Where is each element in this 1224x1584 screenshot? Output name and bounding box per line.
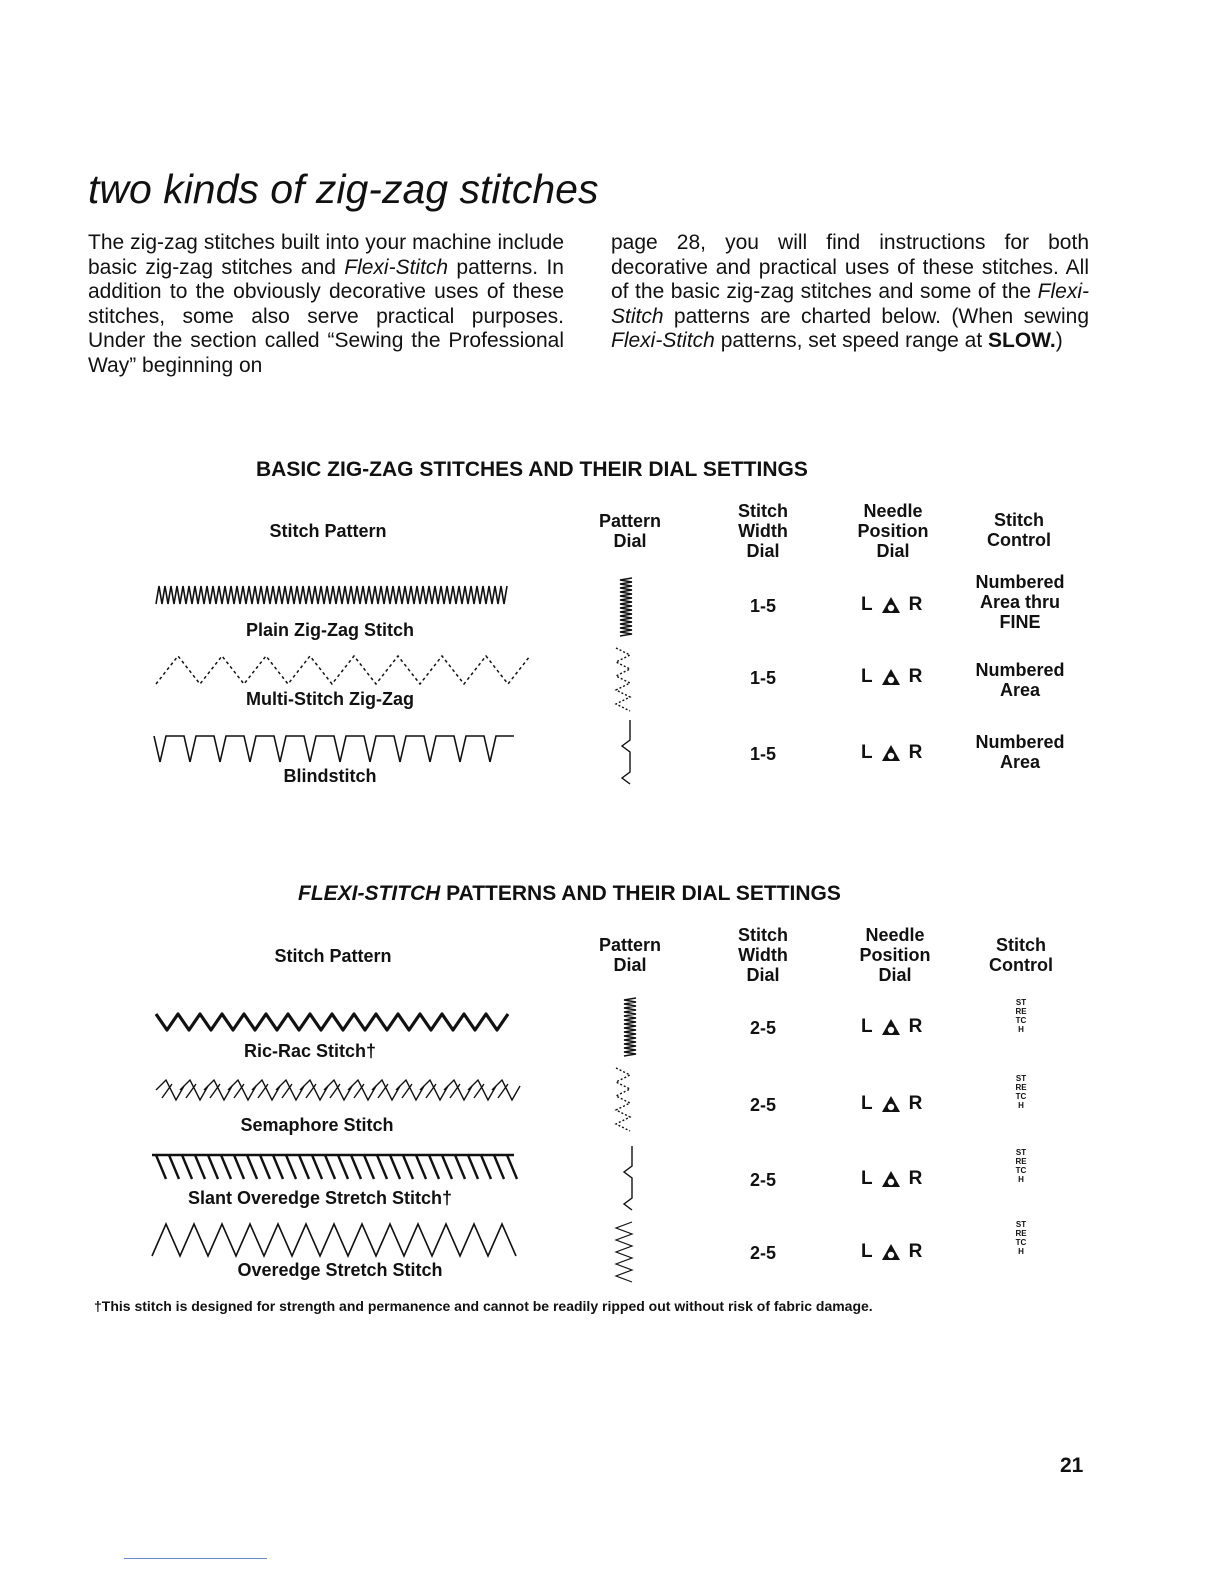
dial-semaphore-icon — [614, 1068, 632, 1130]
header-line: Stitch — [993, 510, 1044, 530]
flexi-header-dial — [580, 935, 680, 975]
stitch-name: Multi-Stitch Zig-Zag — [246, 689, 414, 709]
basic-header-needle — [843, 501, 943, 561]
header-line: Stitch — [737, 501, 788, 521]
needle-position — [861, 1093, 922, 1115]
control-line: Area — [999, 680, 1041, 700]
page-title: two kinds of zig-zag stitches — [88, 166, 599, 212]
dial-overedge-stretch-icon — [614, 1222, 634, 1284]
flexi-table-heading — [298, 882, 841, 906]
needle-left: L — [861, 1168, 873, 1189]
overedge-stretch-pattern-icon — [152, 1222, 524, 1258]
header-line: Needle — [863, 501, 923, 521]
dial-blindstitch-icon — [620, 720, 640, 786]
intro-text: patterns. In addition to the obviously decorative uses of these stitches, some also serve practical purposes. Under the section called “Sewing the Professional Way” beginning on — [88, 255, 564, 377]
header-line: Position — [859, 945, 931, 965]
header-line: Stitch — [995, 935, 1046, 955]
intro-text: patterns, set speed range at — [714, 329, 989, 352]
stitch-name: Blindstitch — [283, 766, 377, 786]
blindstitch-pattern-icon — [154, 734, 514, 764]
header-line: Pattern — [598, 935, 661, 955]
intro-text: patterns are charted below. (When sewing — [663, 304, 1089, 328]
ric-rac-pattern-icon — [156, 1010, 510, 1034]
stitch-width: 1-5 — [749, 668, 776, 688]
header-line: Dial — [746, 541, 780, 561]
stitch-name: Semaphore Stitch — [240, 1115, 394, 1135]
header-line: Width — [738, 945, 788, 965]
needle-position — [861, 1168, 922, 1190]
needle-center-triangle-icon — [881, 1170, 901, 1188]
needle-center-triangle-icon — [881, 1095, 901, 1113]
flexi-header-control — [971, 935, 1071, 975]
needle-position — [861, 742, 922, 764]
intro-left-column — [88, 231, 564, 378]
dial-ric-rac-icon — [622, 998, 636, 1058]
control-line: Area — [999, 752, 1041, 772]
header-line: Pattern — [598, 511, 661, 531]
needle-left: L — [861, 1241, 873, 1262]
dial-slant-overedge-icon — [622, 1146, 640, 1210]
header-line: Dial — [613, 955, 647, 975]
basic-header-dial — [580, 511, 680, 551]
header-line: Control — [987, 530, 1051, 550]
footnote: †This stitch is designed for strength and permanence and cannot be readily ripped out without risk of fabric damage. — [94, 1298, 873, 1314]
header-line: Dial — [878, 965, 912, 985]
needle-center-triangle-icon — [881, 1243, 901, 1261]
stitch-control — [964, 572, 1076, 632]
header-line: Dial — [746, 965, 780, 985]
stitch-width: 2-5 — [749, 1170, 776, 1190]
stitch-control-stretch: STRETCH — [1015, 1220, 1027, 1256]
bottom-rule — [124, 1558, 267, 1559]
intro-text: The zig-zag stitches built into your machine include basic zig-zag stitches and — [88, 231, 564, 279]
flexi-header-width — [713, 925, 813, 985]
stitch-name: Slant Overedge Stretch Stitch† — [187, 1188, 453, 1208]
intro-italic: Flexi-Stitch — [611, 329, 715, 352]
intro-text: page 28, you will find instructions for both decorative and practical uses of these stitches. All of the basic zig-zag stitches and some of the — [611, 231, 1089, 303]
stitch-name: Ric-Rac Stitch† — [243, 1041, 377, 1061]
stitch-control-stretch: STRETCH — [1015, 998, 1027, 1034]
control-line: Numbered — [975, 660, 1065, 680]
header-line: Dial — [613, 531, 647, 551]
flexi-header-pattern: Stitch Pattern — [274, 946, 392, 966]
basic-header-width — [713, 501, 813, 561]
stitch-control — [964, 660, 1076, 700]
heading-rest: PATTERNS AND THEIR DIAL SETTINGS — [440, 882, 841, 905]
stitch-name: Overedge Stretch Stitch — [237, 1260, 443, 1280]
needle-position — [861, 594, 922, 616]
needle-left: L — [861, 594, 873, 615]
semaphore-pattern-icon — [156, 1076, 510, 1104]
basic-table-heading: BASIC ZIG-ZAG STITCHES AND THEIR DIAL SETTINGS — [256, 458, 808, 481]
intro-italic: Flexi-Stitch — [611, 280, 1089, 328]
needle-left: L — [861, 1093, 873, 1114]
needle-left: L — [861, 666, 873, 687]
dial-multi-zigzag-icon — [614, 648, 632, 708]
header-line: Width — [738, 521, 788, 541]
needle-position — [861, 666, 922, 688]
needle-left: L — [861, 1016, 873, 1037]
stitch-width: 1-5 — [749, 596, 776, 616]
intro-text: ) — [1055, 329, 1063, 352]
header-line: Stitch — [737, 925, 788, 945]
control-line: Numbered — [975, 572, 1065, 592]
stitch-width: 2-5 — [749, 1095, 776, 1115]
needle-right: R — [908, 1093, 923, 1114]
stitch-width: 1-5 — [749, 744, 776, 764]
stitch-control-stretch: STRETCH — [1015, 1148, 1027, 1184]
stitch-name: Plain Zig-Zag Stitch — [245, 620, 414, 640]
intro-italic: Flexi-Stitch — [344, 255, 449, 279]
basic-header-pattern: Stitch Pattern — [269, 521, 387, 541]
slant-overedge-pattern-icon — [152, 1152, 516, 1182]
header-line: Needle — [865, 925, 925, 945]
needle-right: R — [908, 666, 923, 687]
control-line: Numbered — [975, 732, 1065, 752]
stitch-width: 2-5 — [749, 1243, 776, 1263]
heading-italic: FLEXI-STITCH — [298, 882, 441, 905]
header-line: Dial — [876, 541, 910, 561]
needle-right: R — [908, 1016, 923, 1037]
basic-header-control — [969, 510, 1069, 550]
needle-right: R — [908, 1168, 923, 1189]
stitch-control-stretch: STRETCH — [1015, 1074, 1027, 1110]
control-line: FINE — [999, 612, 1041, 632]
stitch-control — [964, 732, 1076, 772]
needle-position — [861, 1241, 922, 1263]
needle-position — [861, 1016, 922, 1038]
stitch-width: 2-5 — [749, 1018, 776, 1038]
intro-bold: SLOW. — [988, 329, 1056, 352]
header-line: Position — [857, 521, 929, 541]
flexi-header-needle — [845, 925, 945, 985]
needle-center-triangle-icon — [881, 744, 901, 762]
control-line: Area thru — [979, 592, 1060, 612]
needle-center-triangle-icon — [881, 596, 901, 614]
dial-plain-zigzag-icon — [618, 578, 634, 638]
needle-right: R — [908, 594, 923, 615]
page-number: 21 — [1060, 1454, 1084, 1477]
needle-center-triangle-icon — [881, 1018, 901, 1036]
needle-center-triangle-icon — [881, 668, 901, 686]
intro-right-column — [611, 231, 1089, 354]
needle-right: R — [908, 742, 923, 763]
needle-left: L — [861, 742, 873, 763]
plain-zigzag-pattern-icon — [156, 584, 510, 606]
needle-right: R — [908, 1241, 923, 1262]
multi-stitch-zigzag-pattern-icon — [156, 654, 510, 686]
header-line: Control — [989, 955, 1053, 975]
